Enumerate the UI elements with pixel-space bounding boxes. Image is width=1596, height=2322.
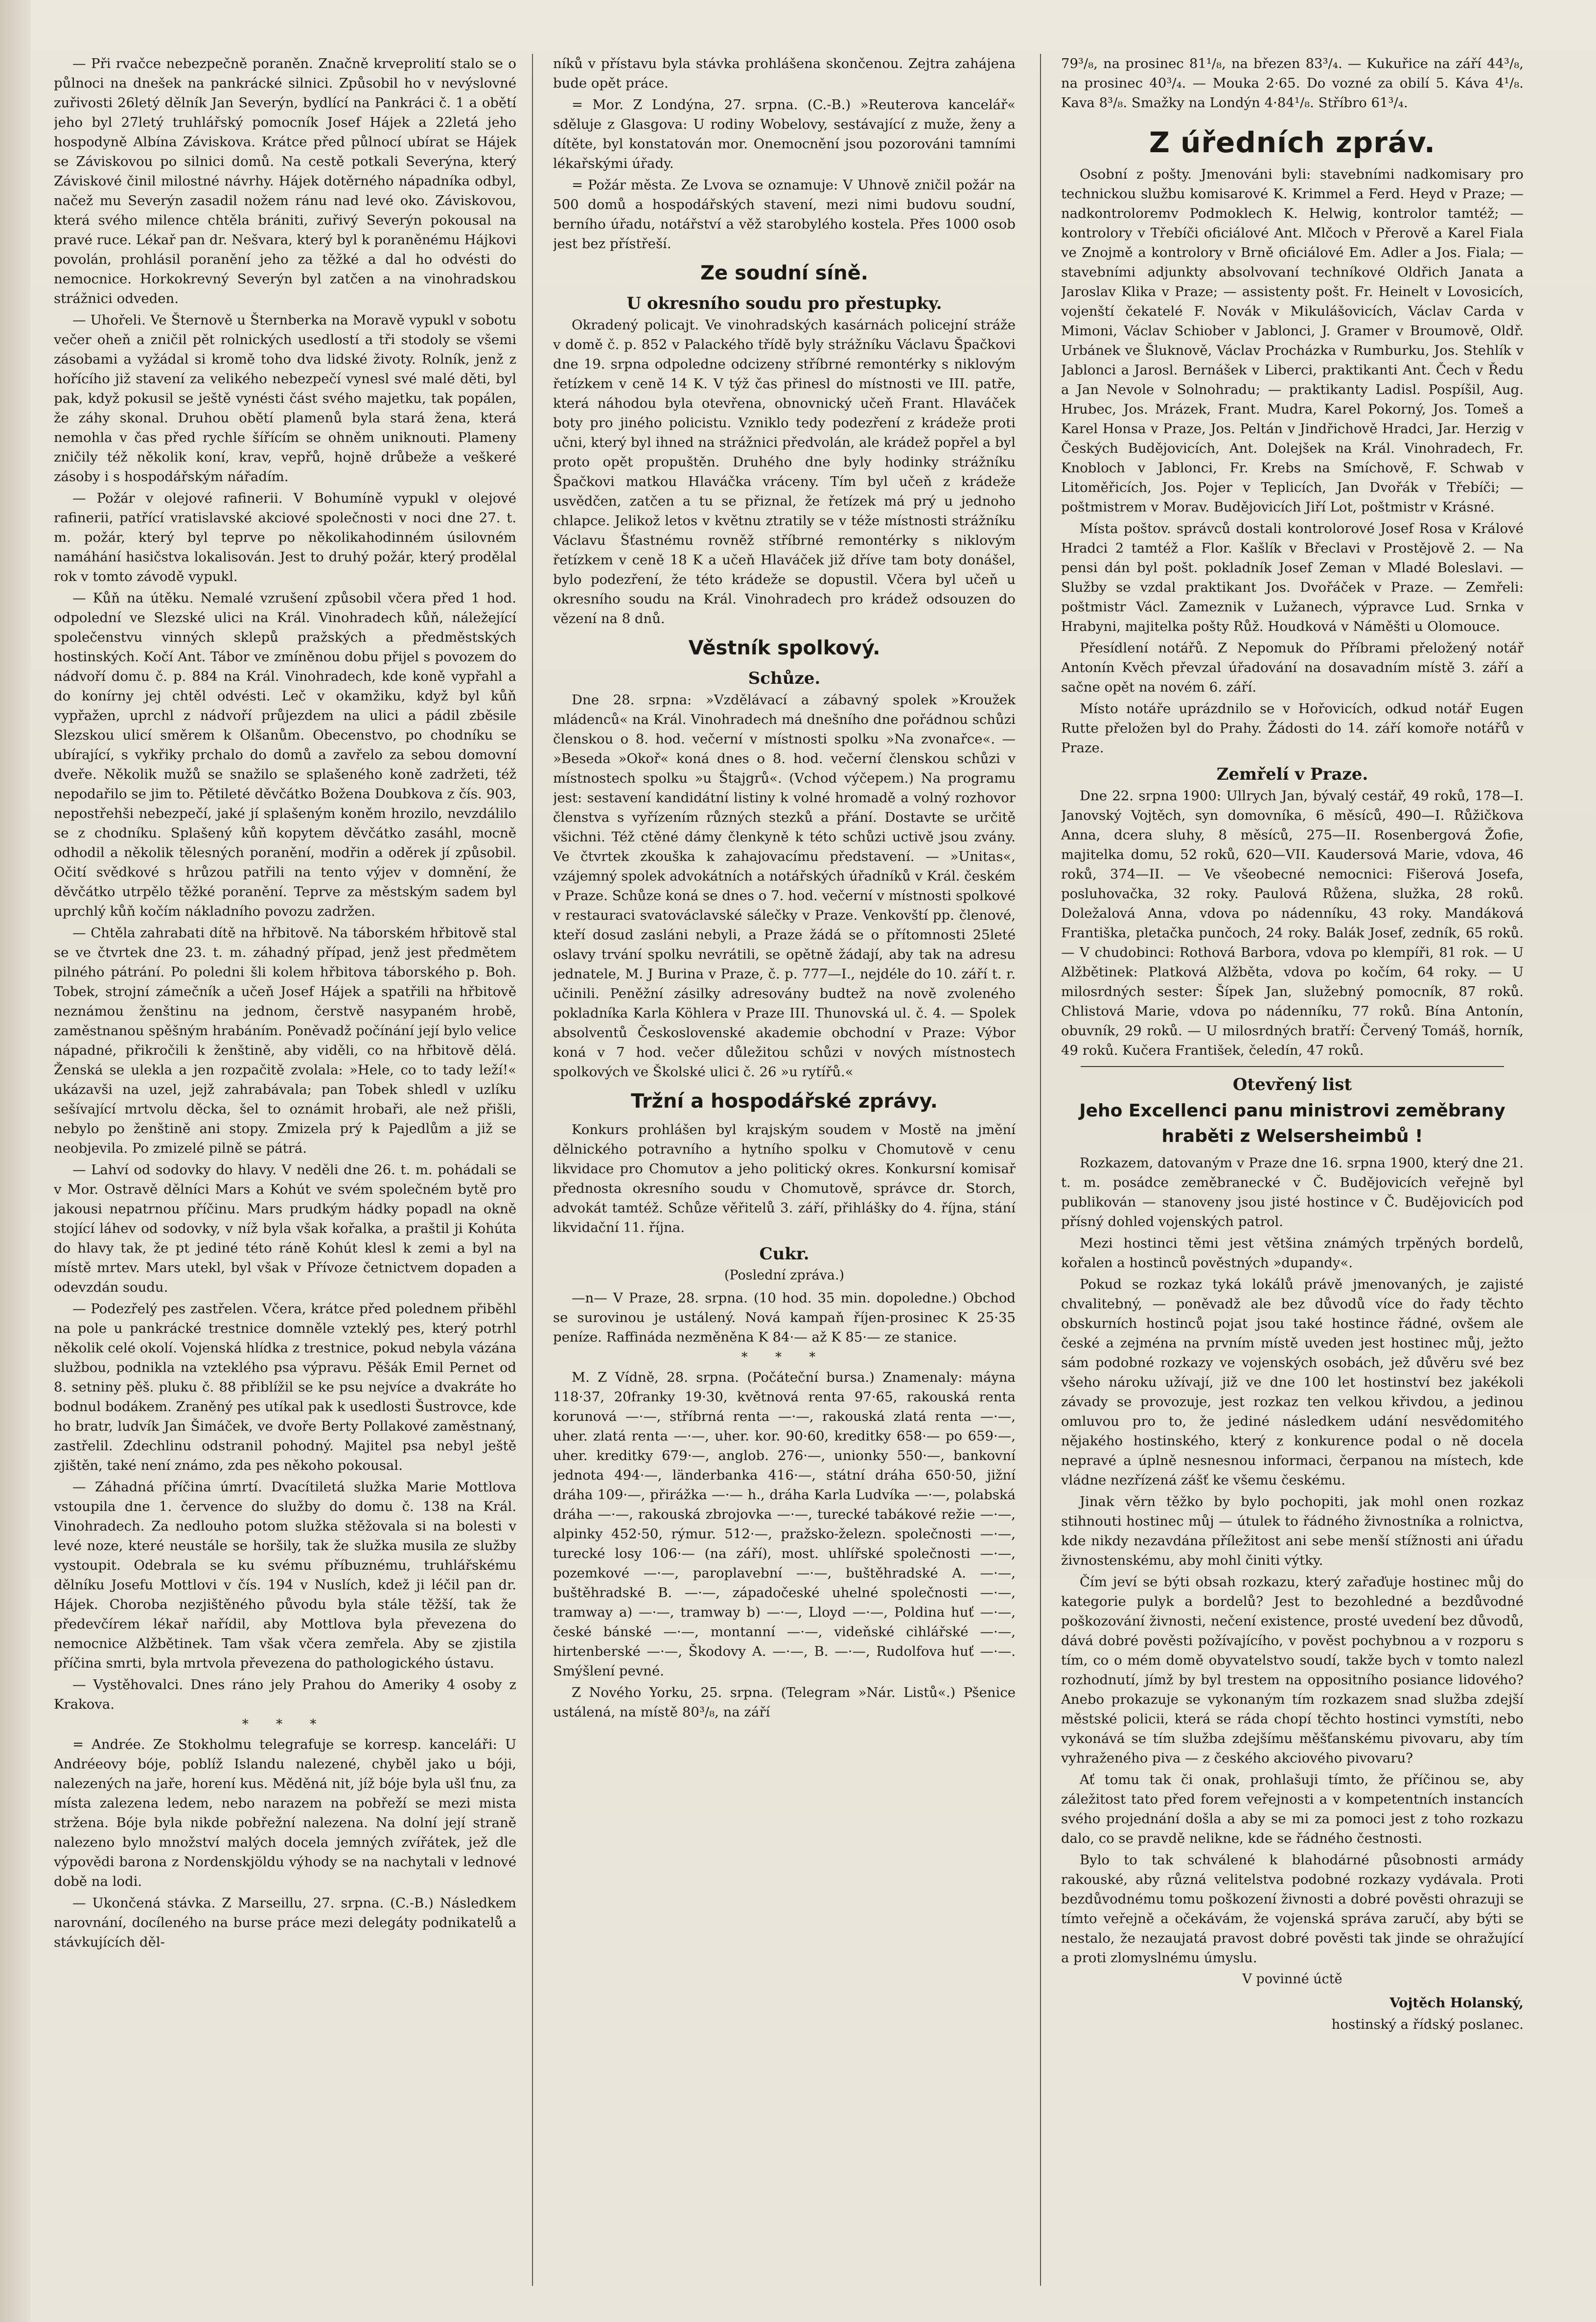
- article-paragraph: Přesídlení notářů. Z Nepomuk do Příbrami přeložený notář Antonín Kvěch převzal úřadování na dosavadním místě 3. září a sačne opět na novém 6. září.: [1061, 640, 1524, 695]
- article-paragraph: — Chtěla zahrabati dítě na hřbitově. Na táborském hřbitově stal se ve čtvrtek dne 23. t. m. záhadný případ, jenž jest předmětem pilného pátrání. Po poledni šli kolem hřbitova táborského p. Boh. Tobek, strojní zámečník a učeň Josef Hájek a spatřili na hřbitově neznámou ženštinu na jednom, čerstvě nasypaném hrobě, zaměstnanou spěšným hrabáním. Poněvadž počínání její bylo velice nápadné, přikročili k ženštině, aby viděli, co na hřbitově dělá. Ženská se ulekla a jen rozpačitě zvolala: »Hele, co to tady leží!« ukázavši na uzel, jejž zahrabávala; pan Tobek shledl v uzlíku sešívající mrtvolu děcka, šel to oznámit hrobaři, ale než přišli, nebylo po ženštině ani stopy. Zmizela prý k Pajedlům a již se neobjevila. Po zmizelé pilně se pátrá.: [54, 925, 516, 1156]
- column-divider: [532, 54, 533, 2286]
- article-paragraph: — Uhořeli. Ve Šternově u Šternberka na Moravě vypukl v sobotu večer oheň a zničil pět rolnických usedlostí a tři stodoly se všemi zásobami a vyžádal si kromě toho dva lidské životy. Rolník, jenž z hořícího již stavení za velikého nebezpečí vynesl své malé děti, byl pak, když pokusil se ještě vynésti část svého majetku, tak popálen, že záhy skonal. Druhou obětí plamenů byla stará žena, která nemohla v čas před rychle šířícím se ohněm uniknouti. Plameny zničily též několik koní, krav, vepřů, hojně drůbeže a veškeré zásoby i s hospodářským nářadím.: [54, 312, 516, 485]
- article-paragraph: Jinak věrn těžko by bylo pochopiti, jak mohl onen rozkaz stihnouti hostinec můj — útulek to řádného živnostníka a rolnictva, kde nikdy nezavdána příležitost ani sebe menší stížnosti ani úřadu živnostenskému, aby mohl činiti výtky.: [1061, 1494, 1524, 1568]
- article-paragraph: — Podezřelý pes zastřelen. Včera, krátce před polednem přiběhl na pole u pankrácké trestnice domněle vzteklý pes, který potrhl několik celé okolí. Vojenská hlídka z trestnice, pokud nebyla vázána službou, podnikla na vzteklého psa výpravu. Pěšák Emil Pernet od 8. setniny pěš. pluku č. 88 přiblížil se ke psu nejvíce a dvakráte ho bodnul bodákem. Zraněný pes utíkal pak k usedlosti Šustrovce, kde ho bratr, ludvík Jan Šimáček, ve dvoře Berty Pollakové zaměstnaný, zastřelil. Zdechlinu odstranil pohodný. Majitel psa nebyl ještě zjištěn, také není známo, zda pes někoho pokousal.: [54, 1301, 516, 1473]
- article-paragraph: Čím jeví se býti obsah rozkazu, který zařaďuje hostinec můj do kategorie pulyk a bordelů? Jest to bezohledné a bezdůvodné poškozování živnosti, nečení existence, prosté uvedení bez důvodů, dává dobré pověsti požívajícího, v pověst pochybnou a v rozporu s tím, co o mém domě obyvatelstvo soudí, takže bych v tomto nalezl rozhodnutí, jímž by byl trestem na oppositního posiance lidového? Anebo prokazuje se vykonaným tím rozkazem snad služba zdejší městské policii, která se ráda chopí těchto hostinci vymstíti, nebo vykonává se tím služba zdejšímu měšťanskému pivovaru, aby tím vyhraženého piva — z českého akciového pivovaru?: [1061, 1574, 1524, 1766]
- article-paragraph: = Požár města. Ze Lvova se oznamuje: V Uhnově zničil požár na 500 domů a hospodářských stavení, mezi nimi budovu soudní, berního úřadu, notářství a věž starobylého kostela. Přes 1000 osob jest bez přístřeší.: [553, 177, 1016, 252]
- signature-salutation: V povinné úctě: [1242, 1972, 1342, 1987]
- article-paragraph: — Při rvačce nebezpečně poraněn. Značně krveprolití stalo se o půlnoci na dnešek na pankrácké silnici. Způsobil ho v nevýslovné zuřivosti 26letý dělník Jan Severýn, bydlící na Pankráci č. 1 a obětí jeho byl 27letý truhlářský pomocník Josef Hájek a 22letá jeho hospodyně Albína Záviskova. Krátce před půlnocí ubírat se Hájek se Záviskovou po silnici domů. Na cestě potkali Severýna, který Záviskové činil milostné návrhy. Hájek dotěrného nápadníka odbyl, načež mu Severýn zasadil nožem ránu nad levé oko. Záviskovou, která svého milence chtěla brániti, zuřivý Severýn pokousal na pravé ruce. Lékař pan dr. Nešvara, který byl k poraněnému Hájkovi povolán, prohlásil poranění jeho za těžké a dal ho odvésti do nemocnice. Horkokrevný Severýn byl zatčen a na vinohradskou strážnici odveden.: [54, 56, 516, 306]
- section-subheading: Schůze.: [748, 669, 821, 688]
- section-subheading: Cukr.: [759, 1244, 810, 1264]
- column-1: [54, 54, 516, 2286]
- article-paragraph: Mezi hostinci těmi jest většina známých trpěných bordelů, kořalen a hostinců pověstných »dupandy«.: [1061, 1235, 1524, 1271]
- column-3: [1061, 54, 1524, 2286]
- article-paragraph: = Mor. Z Londýna, 27. srpna. (C.-B.) »Reuterova kancelář« sděluje z Glasgova: U rodiny Wobelovy, sestávající z muže, ženy a dítěte, byl konstatován mor. Onemocnění jsou pozorováni tamními lékařskými úřady.: [553, 97, 1016, 171]
- article-paragraph: — Lahví od sodovky do hlavy. V neděli dne 26. t. m. pohádali se v Mor. Ostravě dělníci Mars a Kohút ve svém společném bytě pro jakousi nepatrnou příčinu. Mars prudkým hádky popadl na okně stojící láhev od sodovky, v níž byla však kořalka, a praštil ji Kohúta do hlavy tak, že pt jediné této ráně Kohút klesl k zemi a byl na místě mrtev. Mars utekl, byl však v Přívoze četnictvem dopaden a odevzdán soudu.: [54, 1162, 516, 1295]
- article-paragraph: — Vystěhovalci. Dnes ráno jely Prahou do Ameriky 4 osoby z Krakova.: [54, 1677, 516, 1712]
- article-paragraph: Bylo to tak schválené k blahodárné působnosti armády rakouské, aby různá velitelstva podobné rozkazy vydávala. Proti bezdůvodnému tomu poškození živnosti a dobré pověsti ohrazuji se tímto veřejně a očekávám, že vojenská správa zaručí, aby býti se nestalo, že nezaujatá pravost dobré pověsti tak jinde se ohražující a proti zlomyslnému úmyslu.: [1061, 1852, 1524, 1966]
- article-paragraph: níků v přístavu byla stávka prohlášena skončenou. Zejtra zahájena bude opět práce.: [553, 56, 1016, 91]
- letter-heading: Otevřený list: [1232, 1075, 1352, 1094]
- column-2: [553, 54, 1016, 2286]
- article-paragraph: Osobní z pošty. Jmenováni byli: stavebními nadkomisary pro technickou službu komisarové K. Krimmel a Ferd. Heyd v Praze; — nadkontroloremv Podmoklech K. Helwig, kontrolor tamtéž; — kontrolory v Třebíči oficiálové Ant. Mlčoch v Přerově a Karel Fiala ve Znojmě a kontrolory v Brně oficiálové Em. Adler a Jos. Fiala; — stavebními adjunkty absolvovaní techníkové Oldřich Janata a Jaroslav Klika v Praze; — assistenty pošt. Fr. Heinelt v Lovosicích, vojenští čekatelé F. Novák v Mikulášovicích, Václav Carda v Mimoni, Václav Schiober v Jablonci, J. Gramer v Broumově, Oldř. Urbánek ve Šluknově, Václav Procházka v Rumburku, Jos. Stehlík v Jablonci a Jarosl. Bernášek v Liberci, praktikanti Ant. Čech v Ředu a Jan Nevole v Solnohradu; — praktikanty Ladisl. Pospíšil, Aug. Hrubec, Jos. Mrázek, Frant. Mudra, Karel Pokorný, Jos. Tomeš a Karel Honsa v Praze, Jos. Peltán v Jindřichově Hradci, Jar. Herzig v Českých Budějovicích, Ant. Dolejšek na Král. Vinohradech, Fr. Knobloch v Jablonci, Fr. Krebs na Smíchově, F. Schwab v Litoměřicích, Jos. Pojer v Teplicích, Jan Dvořák v Třebíči; — poštmistrem v Morav. Budějovicích Jiří Lot, poštmistr v Krásné.: [1061, 166, 1524, 515]
- article-paragraph: Pokud se rozkaz tyká lokálů právě jmenovaných, je zajisté chvalitebný, — poněvadž ale bez důvodů více do řady těchto obskurních hostinců pojat jsou také hostince řádné, ovšem ale české a zejména na prvním místě uveden jest hostinec můj, ježto sám podobné rozkazy ve vojenských osobách, jež důvěru své bez všeho nároku užívají, již ve dne 100 let hostinství bez jakékoli závady se provozuje, jest rozkaz ten velkou křivdou, a jedinou omluvou pro to, že jediné následkem udání nesvědomitého nějakého hostinského, který z konkurence podal o ně docela nepravé a úplně nesnesnou informaci, čerpanou na místech, kde vládne nezřízená zášť ke všemu českému.: [1061, 1277, 1524, 1488]
- article-paragraph: — Kůň na útěku. Nemalé vzrušení způsobil včera před 1 hod. odpolední ve Slezské ulici na Král. Vinohradech kůň, náležející společenstvu vinných sklepů pražských a předměstských hostinských. Kočí Ant. Tábor ve zmíněnou dobu přijel s povozem do nádvoří domu č. p. 884 na Král. Vinohradech, kde koně vypřahl a do konírny jej chtěl odvésti. Leč v okamžiku, když byl kůň vypřažen, uprchl z nádvoří průjezdem na ulici a pádil zběsile Slezskou ulicí směrem k Olšanům. Obecenstvo, po chodníku se ubírající, s vykřiky prchalo do domů a zavřelo za sebou domovní dveře. Několik mužů se snažilo se splašeného koně zadržeti, též nepodařilo se jim to. Pětileté děvčátko Božena Doubkova z čís. 903, nepostřehši nebezpečí, jaké jí splašeným koněm hrozilo, nevzdálilo se z chodníku. Splašený kůň kopytem děvčátko zasáhl, mocně odhodil a několik tělesných poranění, modřin a oděrek jí způsobil. Očití svědkové s hrůzou patřili na tento výjev v domnění, že děvčátko utrpělo těžké poranění. Teprve za městským sadem byl uprchlý kůň kočím nákladního povozu zadržen.: [54, 590, 516, 919]
- article-paragraph: Konkurs prohlášen byl krajským soudem v Mostě na jmění dělnického potravního a hytního spolku v Chomutově v cenu likvidace pro Chomutov a jeho politický okres. Konkursní komisař přednosta okresního soudu v Chomutově, správce dr. Storch, advokát tamtéž. Schůze věřitelů 3. září, přihlášky do 4. října, stání likvidační 11. října.: [553, 1122, 1016, 1235]
- article-paragraph: Okradený policajt. Ve vinohradských kasárnách policejní stráže v domě č. p. 852 v Palackého třídě byly strážníku Václavu Špačkovi dne 19. srpna odpoledne odcizeny stříbrné remontérky s niklovým řetízkem v ceně 14 K. V týž čas přinesl do místnosti ve III. patře, která náhodou byla otevřena, obnovnický učeň Frant. Hlaváček boty pro jiného policistu. Vzniklo tedy podezření z krádeže proti učni, který byl ihned na strážnici předvolán, ale krádež popřel a byl proto opět propuštěn. Druhého dne byly hodinky strážníku Špačkovi matkou Hlaváčka vráceny. Tím byl učeň z krádeže usvědčen, zatčen a tu se přiznal, že řetízek má prý u jednoho chlapce. Jelikož letos v květnu ztratily se v téže místnosti strážníku Václavu Šťastnému rovněž stříbrné remontérky s niklovým řetízkem v ceně 18 K a učeň Hlaváček již dříve tam boty donášel, bylo podezření, že této krádeže se dopustil. Včera byl učeň u okresního soudu na Král. Vinohradech pro krádež odsouzen do vězení na 8 dnů.: [553, 317, 1016, 627]
- page-edge-shadow: [0, 0, 30, 2322]
- section-separator-stars: * * *: [242, 1717, 328, 1732]
- article-paragraph: — Požár v olejové rafinerii. V Bohumíně vypukl v olejové rafinerii, patřící vratislavské akciové společnosti v noci dne 27. t. m. požár, který byl teprve po několikahodinném úsilovném namáhání hasičstva lokalisován. Jest to druhý požár, který prodělal rok v tomto závodě vypukl.: [54, 490, 516, 584]
- section-heading: Zemřelí v Praze.: [1216, 765, 1368, 784]
- section-heading: Věstník spolkový.: [688, 637, 880, 659]
- section-subheading: U okresního soudu pro přestupky.: [626, 294, 942, 313]
- article-paragraph: Místa poštov. správců dostali kontrolorové Josef Rosa v Králové Hradci 2 tamtéž a Flor. Kašlík v Břeclavi v Prostějově 2. — Na pensi dán byl pošt. pokladník Josef Zeman v Mladé Boleslavi. — Služby se vzdal praktikant Jos. Dvořáček v Praze. — Zemřeli: poštmistr Václ. Zameznik v Lužanech, výpravce Lud. Srnka v Hrabyni, majitelka pošty Růž. Houdková v Náměšti u Olomouce.: [1061, 521, 1524, 634]
- section-heading: Z úředních zpráv.: [1149, 126, 1436, 159]
- section-note: (Poslední zpráva.): [724, 1268, 845, 1283]
- signature-name: Vojtěch Holanský,: [1389, 1995, 1524, 2011]
- article-paragraph: Z Nového Yorku, 25. srpna. (Telegram »Nár. Listů«.) Pšenice ustálená, na místě 80³/₈, na září: [553, 1685, 1016, 1720]
- section-heading: Tržní a hospodářské zprávy.: [631, 1090, 938, 1113]
- article-paragraph: — Záhadná příčina úmrtí. Dvacítiletá služka Marie Mottlova vstoupila dne 1. července do služby do domu č. 138 na Král. Vinohradech. Za nedlouho potom služka stěžovala si na bolesti v levé noze, které neustále se horšily, tak že služka musila ze služby vystoupit. Odebrala se ku svému příbuznému, truhlářskému dělníku Josefu Mottlovi v čís. 194 v Nuslích, kdež ji léčil pan dr. Hájek. Choroba nezjištěného původu byla stále těžší, tak že předevčírem lékař nařídil, aby Mottlova byla převezena do nemocnice Alžbětinek. Tam však včera zemřela. Aby se zjistila příčina smrti, byla mrtvola převezena do pathologického ústavu.: [54, 1479, 516, 1671]
- article-paragraph: 79³/₈, na prosinec 81¹/₈, na březen 83³/₄. — Kukuřice na září 44³/₈, na prosinec 40³/₄. — Mouka 2·65. Do vozné za obilí 5. Káva 4¹/₈. Kava 8³/₈. Smažky na Londýn 4·84¹/₈. Stříbro 61³/₄.: [1061, 56, 1524, 111]
- article-paragraph: = Andrée. Ze Stokholmu telegrafuje se korresp. kanceláři: U Andréeovy bóje, poblíž Islandu nalezené, chyběl jako u bóji, nalezených na jaře, horení kus. Měděná nit, jíž bóje byla ušl ťnu, za místa zalezena ledem, nebo narazem na pobřeží se mezi mista stržena. Bóje byla nikde pobřežní nalezena. Na dolní její straně nalezeno bylo množství malých docela jemných zvířátek, jež dle výpovědi barona z Nordenskjöldu výhody se na nachytali v lednové době na lodi.: [54, 1737, 516, 1889]
- section-heading: Ze soudní síně.: [700, 262, 868, 284]
- article-paragraph: Dne 22. srpna 1900: Ullrych Jan, bývalý cestář, 49 roků, 178—I. Janovský Vojtěch, syn domovníka, 6 měsíců, 490—I. Růžičkova Anna, dcera sluhy, 8 měsíců, 275—II. Rosenbergová Žofie, majitelka domu, 52 roků, 620—VII. Kaudersová Marie, vdova, 46 roků, 374—II. — Ve všeobecné nemocnici: Fišerová Josefa, posluhovačka, 32 roky. Paulová Růžena, služka, 28 roků. Doležalová Anna, vdova po nádenníku, 43 roky. Mandáková Františka, pletačka punčoch, 24 roky. Balák Josef, zedník, 65 roků. — V chudobinci: Rothová Barbora, vdova po klempíři, 81 rok. — U Alžbětinek: Platková Alžběta, vdova po kočím, 64 roky. — U milosrdných sester: Šípek Jan, služebný pomocník, 87 roků. Chlistová Marie, vdova po nádenníku, 77 roků. Bína Antonín, obuvník, 29 roků. — U milosrdných bratří: Červený Tomáš, horník, 49 roků. Kučera František, čeledín, 47 roků.: [1061, 788, 1524, 1058]
- article-paragraph: Ať tomu tak či onak, prohlašuji tímto, že příčinou se, aby záležitost tato před forem veřejnosti a v kompetentních instancích svého projednání došla a aby se mi za pomoci jest z toho rozkazu dalo, co se pravdě nelikne, kde se řádného čestnosti.: [1061, 1772, 1524, 1846]
- letter-title: Jeho Excellenci panu ministrovi zeměbrany hraběti z Welsersheimbů !: [1079, 1101, 1505, 1146]
- article-paragraph: Rozkazem, datovaným v Praze dne 16. srpna 1900, který dne 21. t. m. posádce zeměbranecké v Č. Budějovicích veřejně byl publikován — stanoveny jsou jisté hostince v Č. Budějovicích pod přísný dohled vojenských patrol.: [1061, 1155, 1524, 1230]
- article-paragraph: — Ukončená stávka. Z Marseillu, 27. srpna. (C.-B.) Následkem narovnání, docíleného na burse práce mezi delegáty podnikatelů a stávkujících děl-: [54, 1895, 516, 1950]
- column-divider: [1040, 54, 1041, 2286]
- signature-title: hostinský a řídský poslanec.: [1331, 2017, 1524, 2032]
- article-paragraph: M. Z Vídně, 28. srpna. (Počáteční bursa.) Znamenaly: máyna 118·37, 20franky 19·30, květnová renta 97·65, rakouská renta korunová —·—, stříbrná renta —·—, rakouská zlatá renta —·—, uher. zlatá renta —·—, uher. kor. 90·60, kreditky 658·— po 659·—, uher. kreditky 679·—, anglob. 276·—, unionky 550·—, bankovní jednota 494·—, länderbanka 416·—, státní dráha 650·50, jižní dráha 109·—, přirážka —·— h., dráha Karla Ludvíka —·—, polabská dráha —·—, rakouská zbrojovka —·—, turecké tabákové režie —·—, alpinky 452·50, rýmur. 512·—, pražsko-železn. společnosti —·—, turecké losy 106·— (na září), most. uhlířské společnosti —·—, pozemkové —·—, paroplavební —·—, buštěhradské A. —·—, buštěhradské B. —·—, západočeské uhelné společnosti —·—, tramway a) —·—, tramway b) —·—, Lloyd —·—, Poldina huť —·—, české bánské —·—, montanní —·—, videňské cihlářské —·—, hirtenberské —·—, Škodovy A. —·—, B. —·—, Rudolfova huť —·—. Smýšlení pevné.: [553, 1370, 1016, 1679]
- article-paragraph: Místo notáře uprázdnilo se v Hořovicích, odkud notář Eugen Rutte přeložen byl do Prahy. Žádosti do 14. září komoře notářů v Praze.: [1061, 701, 1524, 756]
- article-paragraph: Dne 28. srpna: »Vzdělávací a zábavný spolek »Kroužek mládenců« na Král. Vinohradech má dnešního dne pořádnou schůzi členskou o 8. hod. večerní v místnosti spolku »Na zvonařce«. — »Beseda »Okoř« koná dnes o 8. hod. večerní členskou schůzi v místnostech spolku »u Štajgrů«. (Vchod výčepem.) Na programu jest: sestavení kandidátní listiny k volné hromadě a volný rozhovor členstva s vyřízením různých stezků a přání. Dostavte se určitě všichni. Též ctěné dámy členkyně k této schůzi uctivě jsou zvány. Ve čtvrtek zkouška k zahajovacímu představení. — »Unitas«, vzájemný spolek advokátních a notářských úřadníků v Král. českém v Praze. Schůze koná se dnes o 7. hod. večerní v místnosti spolkové v restauraci svatováclavské sálečky v Praze. Venkovští pp. členové, kteří dosud zasláni nebyli, a Praze žádá se o přítomnosti 25leté oslavy trvání spolku nevrátili, se opětně žádají, aby tak na adresu jednatele, M. J Burina v Praze, č. p. 777—I., nejdéle do 10. září t. r. učinili. Peněžní zásilky adresovány budtež na nově zvoleného pokladníka Karla Köhlera v Praze III. Thunovská ul. č. 4. — Spolek absolventů Československé akademie obchodní v Praze: Výbor koná v 7 hod. večer důležitou schůzi v nových místnostech spolkových ve Školské ulici č. 26 »u rytířů.«: [553, 692, 1016, 1080]
- horizontal-rule: [1081, 1066, 1504, 1067]
- article-paragraph: —n— V Praze, 28. srpna. (10 hod. 35 min. dopoledne.) Obchod se surovinou je ustálený. Nová kampaň říjen-prosinec K 25·35 peníze. Raffináda nezměněna K 84·— až K 85·— ze stanice.: [553, 1290, 1016, 1345]
- section-separator-stars: * * *: [741, 1350, 828, 1365]
